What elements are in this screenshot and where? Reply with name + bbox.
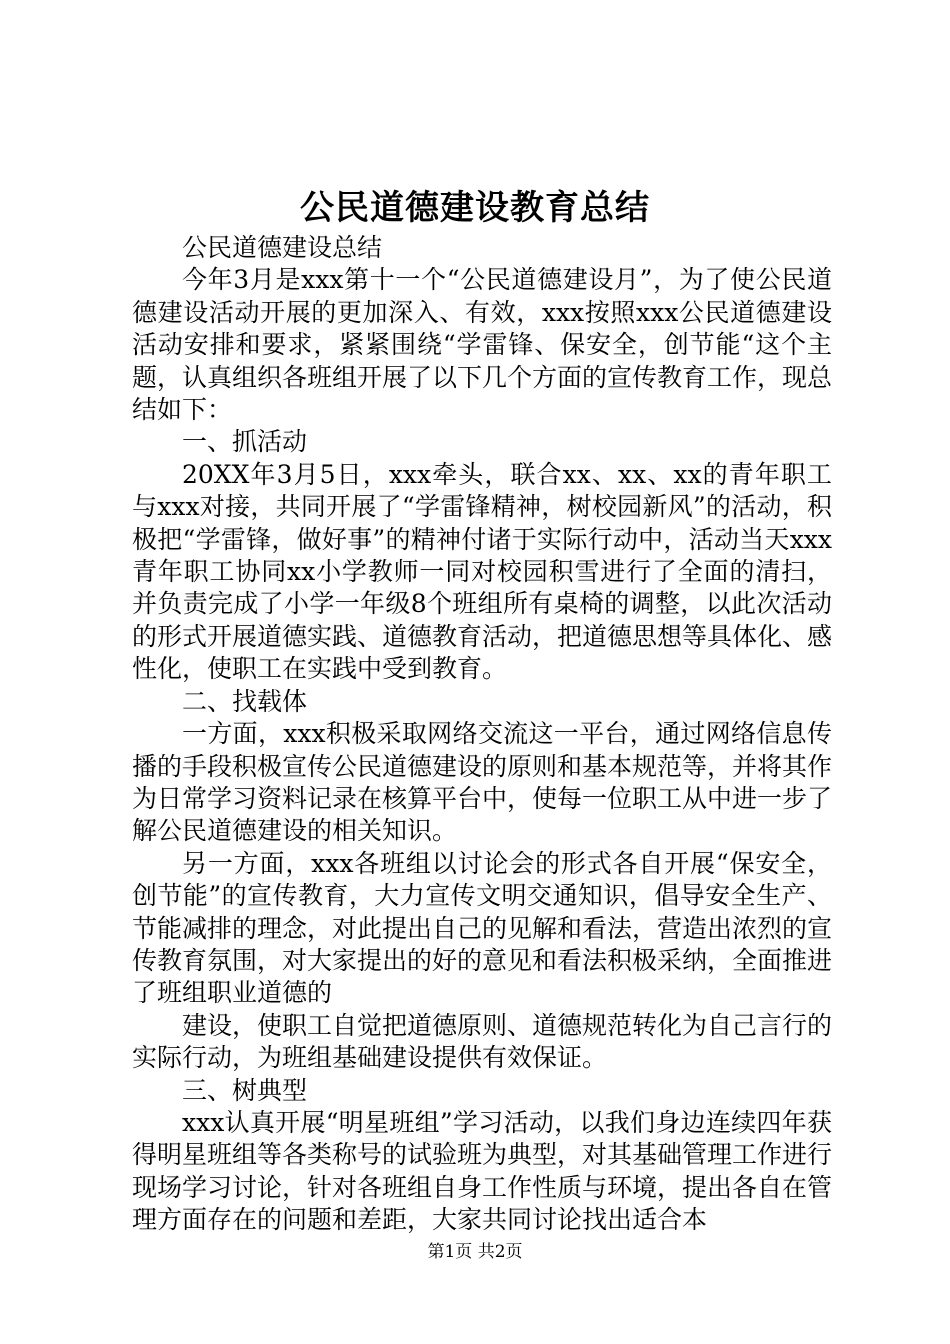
paragraph-section-3: xxx认真开展“明星班组”学习活动，以我们身边连续四年获得明星班组等各类称号的试验班为典型，对其基础管理工作进行现场学习讨论，针对各班组自身工作性质与环境，提出各自在管理方面存在的问题和差距，大家共同讨论找出适合本 [132, 1107, 833, 1235]
paragraph-section-2c: 建设，使职工自觉把道德原则、道德规范转化为自己言行的实际行动，为班组基础建设提供有效保证。 [132, 1010, 833, 1073]
paragraph-section-1: 20XX年3月5日，xxx牵头，联合xx、xx、xx的青年职工与xxx对接，共同开展了“学雷锋精神，树校园新风”的活动，积极把“学雷锋，做好事”的精神付诸于实际行动中，活动当天xxx青年职工协同xx小学教师一同对校园积雪进行了全面的清扫，并负责完成了小学一年级8个班组所有桌椅的调整，以此次活动的形式开展道德实践、道德教育活动，把道德思想等具体化、感性化，使职工在实践中受到教育。 [132, 459, 833, 684]
document-body [132, 232, 832, 1237]
paragraph-section-2b: 另一方面，xxx各班组以讨论会的形式各自开展“保安全，创节能”的宣传教育，大力宣传文明交通知识，倡导安全生产、节能减排的理念，对此提出自己的见解和看法，营造出浓烈的宣传教育氛围，对大家提出的好的意见和看法积极采纳，全面推进了班组职业道德的 [132, 848, 833, 1008]
document-subtitle: 公民道德建设总结 [182, 233, 383, 262]
paragraph-intro: 今年3月是xxx第十一个“公民道德建设月”，为了使公民道德建设活动开展的更加深入、有效，xxx按照xxx公民道德建设活动安排和要求，紧紧围绕“学雷锋、保安全，创节能“这个主题，认真组织各班组开展了以下几个方面的宣传教育工作，现总结如下： [132, 265, 833, 425]
section-heading-1: 一、抓活动 [182, 427, 308, 457]
section-heading-2: 二、找载体 [182, 686, 308, 716]
page-number-footer: 第1页 共2页 [427, 1242, 523, 1262]
paragraph-section-2a: 一方面，xxx积极采取网络交流这一平台，通过网络信息传播的手段积极宣传公民道德建设的原则和基本规范等，并将其作为日常学习资料记录在核算平台中，使每一位职工从中进一步了解公民道德建设的相关知识。 [132, 719, 833, 846]
document-title: 公民道德建设教育总结 [300, 188, 650, 228]
section-heading-3: 三、树典型 [182, 1075, 308, 1105]
